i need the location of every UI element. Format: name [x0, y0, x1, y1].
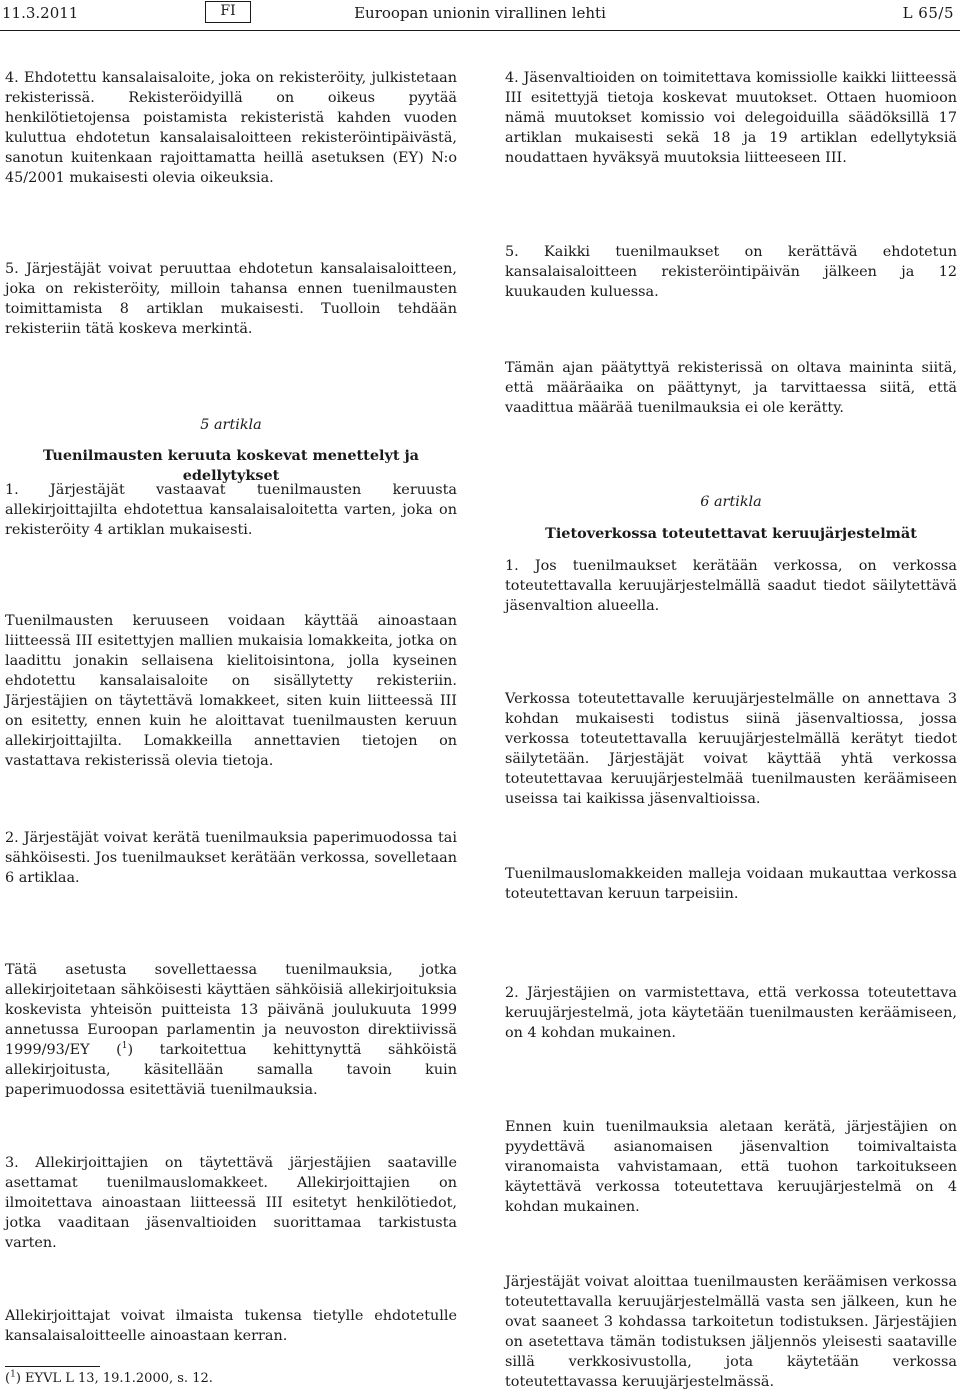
footnote-text: EYVL L 13, 19.1.2000, s. 12.	[25, 1371, 213, 1386]
article-6-paragraph-2-text: Ennen kuin tuenilmauksia aletaan kerätä, järjestäjien on pyydettävä asianomaisen jäsenvaltion toimivaltaista viranomaista vahvistamaan, että tuohon tarkoitukseen käytettävä verkossa toteutettava keruujärjestelmä on 4 kohdan mukainen.	[505, 1119, 957, 1215]
paragraph-4: 4. Ehdotettu kansalaisaloite, joka on rekisteröity, julkistetaan rekisterissä. Rekisteröidyillä on oikeus pyytää henkilötietojensa poistamista rekisteristä kahden vuoden kuluttua ehdotetun kansalaisaloitteen rekisteröintipäivästä, sanotun kuitenkaan rajoittamatta heillä asetuksen (EY) N:o 45/2001 mukaisesti olevia oikeuksia.	[5, 70, 457, 186]
publication-date: 11.3.2011	[2, 4, 79, 22]
article-5-paragraph-1: 1. Järjestäjät vastaavat tuenilmausten keruusta allekirjoittajilta ehdotettua kansalaisaloitetta varten, joka on rekisteröity 4 artiklan mukaisesti.	[5, 482, 457, 538]
footnote-reference[interactable]: 1	[121, 1041, 128, 1052]
article-5-title: Tuenilmausten keruuta koskevat menettelyt ja edellytykset	[42, 447, 420, 484]
header-rule	[0, 30, 960, 31]
article-5-paragraph-3: 3. Allekirjoittajien on täytettävä järjestäjien saataville asettamat tuenilmauslomakkeet. Allekirjoittajien on ilmoitettava ainoastaan liitteessä III esitetyt henkilötiedot, jotka vaaditaan jäsenvaltioiden suorittamaa tarkistusta varten.	[5, 1155, 457, 1251]
paragraph-5: 5. Järjestäjät voivat peruuttaa ehdotetun kansalaisaloitteen, joka on rekisteröity, milloin tahansa ennen tuenilmausten toimittamista 8 artiklan mukaisesti. Tuolloin tehdään rekisteriin tätä koskeva merkintä.	[5, 261, 457, 337]
article-5-paragraph-3-text: Allekirjoittajat voivat ilmaista tukensa tietylle ehdotetulle kansalaisaloitteelle ainoastaan kerran.	[5, 1308, 457, 1344]
article-5-number: 5 artikla	[200, 417, 262, 433]
article-5-paragraph-2-text: Tätä asetusta sovellettaessa tuenilmauksia, jotka allekirjoitetaan sähköisesti käyttäen sähköisiä allekirjoituksia koskevista yhteisön puitteista 13 päivänä joulukuuta 1999 annetussa Euroopan parlamentin ja neuvoston direktiivissä 1999/93/EY ($^1$) tarkoitettua kehittynyttä sähköistä allekirjoitusta, käsitellään samalla tavoin kuin paperimuodossa esitettäviä tuenilmauksia.	[5, 962, 458, 1098]
right-paragraph-5: 5. Kaikki tuenilmaukset on kerättävä ehdotetun kansalaisaloitteen rekisteröintipäivän jälkeen ja 12 kuukauden kuluessa.	[505, 244, 957, 300]
page-reference: L 65/5	[902, 4, 954, 22]
footnote-rule	[5, 1366, 100, 1367]
right-paragraph-5-text: Tämän ajan päätyttyä rekisterissä on oltava maininta siitä, että määräaika on päättynyt, ja tarvittaessa siitä, että vaadittua määrää tuenilmauksia ei ole kerätty.	[505, 360, 957, 416]
page-header	[0, 0, 960, 30]
footnote-marker: 1	[10, 1369, 16, 1380]
article-6-paragraph-1-note: Tuenilmauslomakkeiden malleja voidaan mukauttaa verkossa toteutettavan keruun tarpeisiin.	[505, 866, 957, 902]
article-5-paragraph-2: 2. Järjestäjät voivat kerätä tuenilmauksia paperimuodossa tai sähköisesti. Jos tuenilmaukset kerätään verkossa, sovelletaan 6 artiklaa.	[5, 830, 457, 886]
article-6-paragraph-2-note: Järjestäjät voivat aloittaa tuenilmausten keräämisen verkossa toteutettavalla keruujärjestelmällä vasta sen jälkeen, kun he ovat saaneet 3 kohdassa tarkoitetun todistuksen. Järjestäjien on asetettava tämän todistuksen jäljennös yleisesti saataville sillä verkkosivustolla, jota käytetään verkossa toteutettavassa keruujärjestelmässä.	[505, 1274, 957, 1390]
right-paragraph-4: 4. Jäsenvaltioiden on toimitettava komissiolle kaikki liitteessä III esitettyjä tietoja koskevat muutokset. Ottaen huomioon nämä muutokset komissio voi delegoiduilla säädöksillä 17 artiklan mukaisesti sekä 18 ja 19 artiklan edellytyksiä noudattaen hyväksyä muutoksia liitteeseen III.	[505, 70, 957, 166]
article-6-paragraph-2: 2. Järjestäjien on varmistettava, että verkossa toteutettava keruujärjestelmä, jota käytetään tuenilmausten keräämiseen, on 4 kohdan mukainen.	[505, 985, 957, 1041]
article-6-number: 6 artikla	[700, 494, 762, 510]
article-6-paragraph-1: 1. Jos tuenilmaukset kerätään verkossa, on verkossa toteutettavalla keruujärjestelmällä saadut tiedot säilytettävä jäsenvaltion alueella.	[505, 558, 957, 614]
article-5-paragraph-1-text: Tuenilmausten keruuseen voidaan käyttää ainoastaan liitteessä III esitettyjen mallien mukaisia lomakkeita, jotka on laadittu jonakin sellaisena kielitoisintona, jolla kyseinen ehdotettu kansalaisaloite on sisällytetty rekisteriin. Järjestäjien on täytettävä lomakkeet, siten kuin liitteessä III on esitetty, ennen kuin he aloittavat tuenilmausten keruun allekirjoittajilta. Lomakkeilla annettavien tietojen on vastattava rekisterissä olevia tietoja.	[5, 613, 457, 769]
language-badge: FI	[205, 1, 251, 23]
article-6-paragraph-1-text: Verkossa toteutettavalle keruujärjestelmälle on annettava 3 kohdan mukaisesti todistus siinä jäsenvaltiossa, jossa verkossa toteutettavalla keruujärjestelmällä kerätyt tiedot säilytetään. Järjestäjät voivat käyttää yhtä verkossa toteutettavaa keruujärjestelmää tuenilmausten keräämiseen useissa tai kaikissa jäsenvaltioissa.	[505, 691, 957, 807]
journal-title: Euroopan unionin virallinen lehti	[354, 4, 606, 22]
footnote: ($^1$) EYVL L 13, 19.1.2000, s. 12.	[5, 1369, 213, 1386]
article-6-title: Tietoverkossa toteutettavat keruujärjestelmät	[545, 525, 917, 542]
